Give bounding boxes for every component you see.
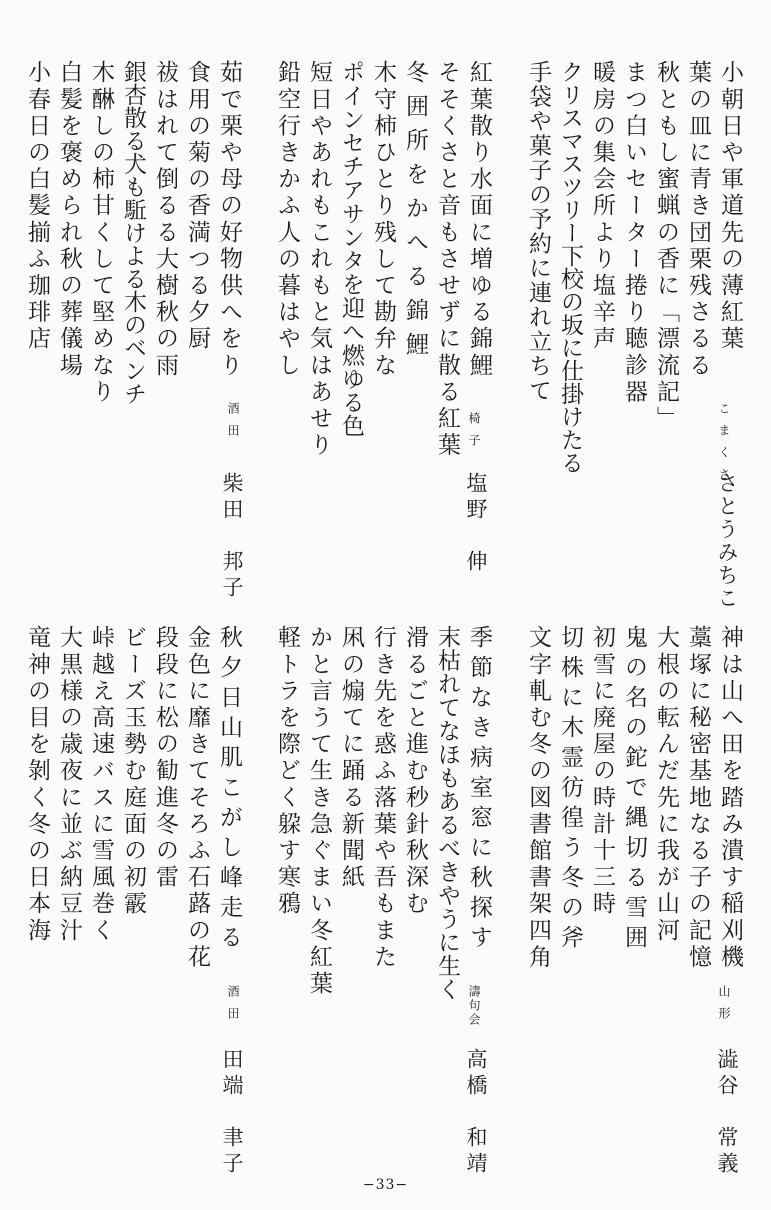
haiku-line: 白髪を褒められ秋の葬儀場 xyxy=(56,60,82,380)
haiku-line: 茹で栗や母の好物供へをり xyxy=(216,60,242,380)
haiku-line: 峠越え高速バスに雪風巻く xyxy=(88,625,114,945)
author-location: 酒田 xyxy=(226,985,240,1029)
author-name: さとうみちこ xyxy=(715,472,739,610)
author-name: 澁谷 常義 xyxy=(715,1048,739,1178)
haiku-line: 小朝日や軍道先の薄紅葉 xyxy=(717,60,743,353)
haiku-line: 食用の菊の香満つる夕厨 xyxy=(184,60,210,353)
author-location: 椅子 xyxy=(467,412,481,456)
haiku-line: 鉛空行きかふ人の暮はやし xyxy=(274,60,300,380)
author-location: 酒田 xyxy=(226,402,240,446)
author-name: 高橋 和靖 xyxy=(464,1048,488,1178)
haiku-line: 鬼の名の鉈で縄切る雪囲 xyxy=(621,625,647,955)
author-name: 塩野 伸 xyxy=(464,472,488,576)
haiku-line: 葉の皿に青き団栗残さるる xyxy=(685,60,711,380)
haiku-line: 文字軋む冬の図書館書架四角 xyxy=(525,625,551,971)
haiku-line: 木醂しの柿甘くして堅めなり xyxy=(88,60,114,406)
haiku-line: 大黒様の歳夜に並ぶ納豆汁 xyxy=(56,625,82,945)
page-number: −33− xyxy=(362,1177,409,1193)
haiku-line: 暖房の集会所より塩辛声 xyxy=(589,60,615,353)
haiku-line: 小春日の白髪揃ふ珈琲店 xyxy=(24,60,50,353)
haiku-line: まつ白いセーター捲り聴診器 xyxy=(621,60,647,406)
haiku-line: かと言うて生き急ぐまい冬紅葉 xyxy=(306,625,332,998)
haiku-line: 切株に木霊彷徨う冬の斧 xyxy=(557,625,583,955)
haiku-line: 銀杏散る犬も駈けよる木のベンチ xyxy=(120,60,146,405)
haiku-line: ビーズ玉勢む庭面の初霰 xyxy=(120,625,146,918)
author-name: 柴田 邦子 xyxy=(220,472,244,602)
haiku-line: 紅葉散り水面に増ゆる錦鯉 xyxy=(466,60,492,380)
haiku-line: 金色に靡きてそろふ石蕗の花 xyxy=(184,625,210,971)
haiku-line: 秋夕日山肌こがし峰走る xyxy=(216,625,242,955)
haiku-line: 段段に松の勧進冬の雷 xyxy=(152,625,178,891)
haiku-line: クリスマスツリー下校の坂に仕掛けたる xyxy=(557,60,583,474)
haiku-line: 大根の転んだ先に我が山河 xyxy=(653,625,679,945)
haiku-line: そそくさと音もさせずに散る紅葉 xyxy=(434,60,460,459)
haiku-line: 滑るごと進む秒針秋深む xyxy=(402,625,428,918)
haiku-line: 木守柿ひとり残して勘弁な xyxy=(370,60,396,380)
haiku-line: 短日やあれもこれもと気はあせり xyxy=(306,60,332,459)
haiku-line: 凩の煽てに踊る新聞紙 xyxy=(338,625,364,891)
author-name: 田端 聿子 xyxy=(220,1048,244,1178)
haiku-line: ポインセチアサンタを迎へ燃ゆる色 xyxy=(338,60,364,438)
haiku-line: 初雪に廃屋の時計十三時 xyxy=(589,625,615,918)
haiku-line: 軽トラを際どく躱す寒鴉 xyxy=(274,625,300,918)
author-location: こまくさ xyxy=(717,402,731,490)
author-location: 山形 xyxy=(717,985,731,1029)
haiku-line: 季節なき病室窓に秋探す xyxy=(466,625,492,955)
haiku-line: 竜神の目を剝く冬の日本海 xyxy=(24,625,50,945)
haiku-line: 冬囲所をかへる錦鯉 xyxy=(402,60,428,366)
author-location: 濤句会 xyxy=(467,985,481,1027)
haiku-line: 祓はれて倒るる大樹秋の雨 xyxy=(152,60,178,380)
haiku-line: 秋ともし蜜蝋の香に「漂流記」 xyxy=(653,60,679,433)
haiku-line: 神は山へ田を踏み潰す稲刈機 xyxy=(717,625,743,971)
haiku-line: 手袋や菓子の予約に連れ立ちて xyxy=(525,60,551,403)
haiku-line: 藁塚に秘密基地なる子の記憶 xyxy=(685,625,711,971)
haiku-line: 行き先を惑ふ落葉や吾もまた xyxy=(370,625,396,971)
haiku-line: 末枯れてなほもあるべきやうに生く xyxy=(434,625,460,1001)
